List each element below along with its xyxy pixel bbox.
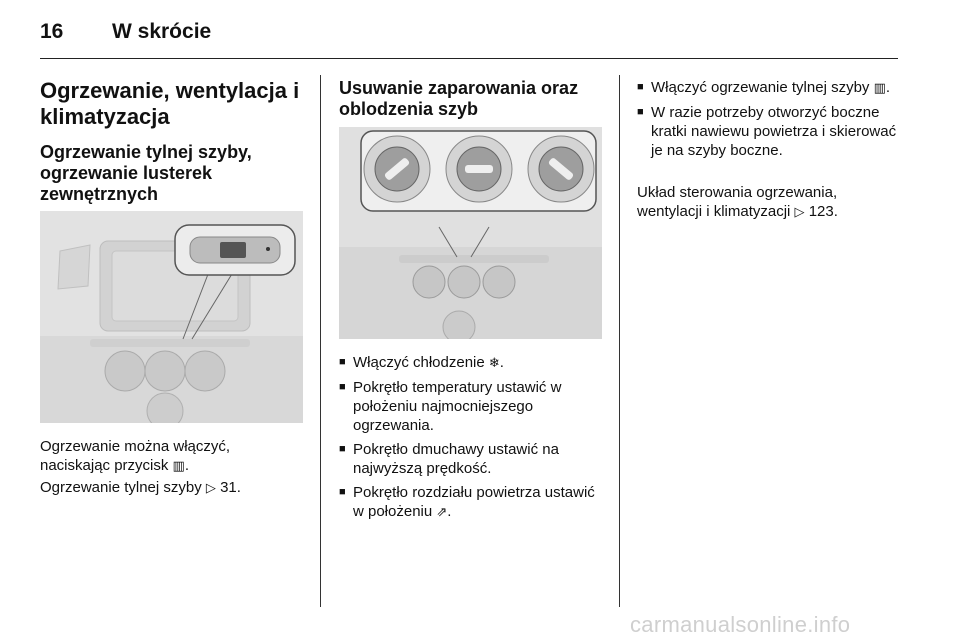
- rear-window-heater-icon: ▥: [873, 81, 886, 96]
- subsection-title-defog: Usuwanie zaparowania oraz oblodzenia szyb: [339, 78, 579, 119]
- section-title: W skrócie: [112, 20, 212, 43]
- watermark: carmanualsonline.info: [630, 612, 851, 637]
- defog-steps-list-continued: [637, 78, 902, 165]
- rear-window-heater-icon: ▥: [172, 459, 185, 474]
- air-distribution-icon: ⇗: [436, 505, 448, 520]
- column-divider: [320, 75, 321, 607]
- header-rule: [40, 58, 898, 59]
- page-reference-icon: ▷: [205, 481, 216, 496]
- reference-link[interactable]: 31.: [220, 479, 241, 496]
- defog-steps-list: [339, 353, 599, 527]
- chapter-title: Ogrzewanie, wentylacja i klimatyzacja: [40, 78, 300, 129]
- list-item: ■ Włączyć chłodzenie ❄.: [339, 353, 599, 373]
- figure-climate-controls: [339, 127, 602, 339]
- subsection-title-rear-heater: Ogrzewanie tylnej szyby, ogrzewanie lusterek zewnętrznych: [40, 142, 252, 204]
- list-item: ■ Pokrętło dmuchawy ustawić na najwyższą prędkość.: [339, 440, 599, 478]
- list-item: ■ Pokrętło rozdziału powietrza ustawić w położeniu ⇗.: [339, 483, 599, 522]
- reference-link[interactable]: 123.: [808, 203, 838, 220]
- page-number: 16: [40, 20, 64, 43]
- para-rear-heater-button: Ogrzewanie można włączyć, naciskając przycisk ▥.: [40, 438, 231, 474]
- figure-dashboard-rear-heater: [40, 211, 303, 423]
- list-item: ■ Pokrętło temperatury ustawić w położeniu najmocniejszego ogrzewania.: [339, 378, 599, 435]
- column-divider: [619, 75, 620, 607]
- climate-controls-illustration: [339, 127, 602, 339]
- ac-cooling-icon: ❄: [488, 356, 500, 371]
- page-reference-icon: ▷: [794, 205, 805, 220]
- dashboard-illustration: [40, 211, 303, 423]
- para-rear-heater-ref: Ogrzewanie tylnej szyby ▷ 31.: [40, 479, 241, 496]
- list-item: ■ W razie potrzeby otworzyć boczne kratki nawiewu powietrza i skierować je na szyby boczne.: [637, 103, 902, 160]
- page-header: [40, 20, 211, 44]
- list-item: ■ Włączyć ogrzewanie tylnej szyby ▥.: [637, 78, 902, 98]
- para-climate-ref: Układ sterowania ogrzewania, wentylacji i klimatyzacji ▷ 123.: [637, 184, 838, 220]
